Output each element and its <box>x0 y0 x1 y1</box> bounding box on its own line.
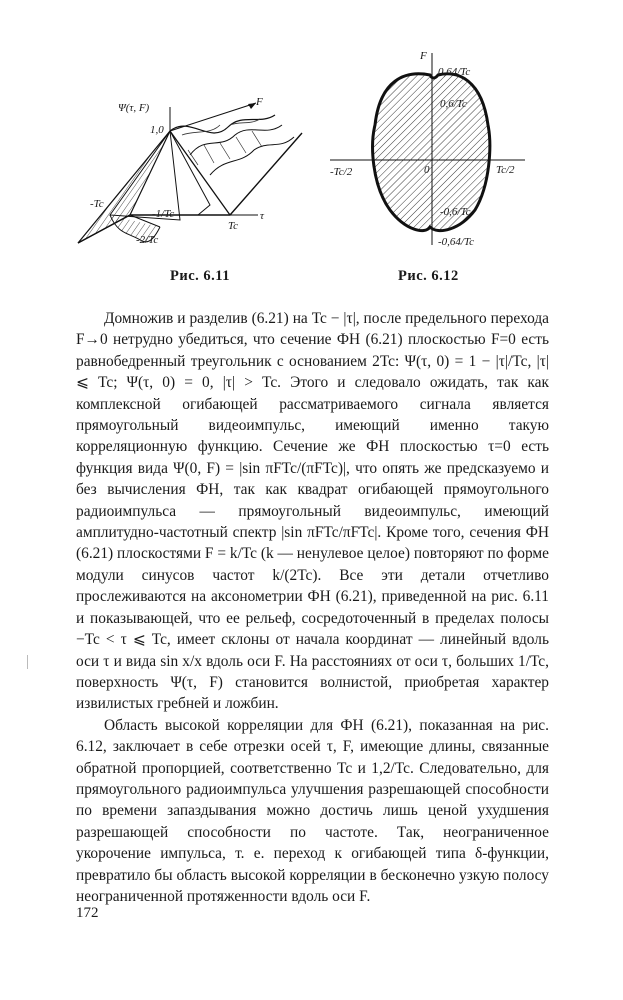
tc-label: Tc <box>228 220 238 232</box>
f-axis-label-612: F <box>420 50 427 62</box>
inner-top-label: 0,6/Tc <box>440 98 467 110</box>
margin-mark <box>27 655 28 669</box>
origin-label: 0 <box>424 164 430 176</box>
body-text <box>76 308 549 907</box>
bottom-limit-label: -0,64/Tc <box>438 236 474 248</box>
region-outline <box>373 74 490 231</box>
high-correlation-region-plot <box>320 45 560 255</box>
neg-2-tc-label: -2/Tc <box>136 234 159 246</box>
f-axis-label: F <box>256 96 263 108</box>
peak-value-label: 1,0 <box>150 124 164 136</box>
neg-tc-label: -Tc <box>90 198 104 210</box>
figure-6-11-caption: Рис. 6.11 <box>170 268 230 284</box>
ambiguity-function-3d-plot <box>70 95 310 265</box>
psi-axis-label: Ψ(τ, F) <box>118 102 150 114</box>
paragraph-1: Домножив и разделив (6.21) на Tc − |τ|, после предельного перехода F→0 нетрудно убедиться, что сечение ФН (6.21) плоскостью F=0 есть равнобедренный треугольник с основанием 2Tc: Ψ(τ, 0) = 1 − |τ|/Tc, |τ| ⩽ Tc; Ψ(τ, 0) = 0, |τ| > Tc. Этого и следовало ожидать, так как комплексной огибающей рассматриваемого сигнала является прямоугольный видеоимпульс, имеющий именно такую корреляционную функцию. Сечение же ФН плоскостью τ=0 есть функция вида Ψ(0, F) = |sin πFTc/(πFTc)|, что опять же предсказуемо и без вычисления ФН, так как квадрат огибающей прямоугольного радиоимпульса — прямоугольный видеоимпульс, имеющий амплитудно-частотный спектр |sin πFTc/πFTc|. Кроме того, сечения ФН (6.21) плоскостями F = k/Tc (k — ненулевое целое) повторяют по форме модули синусов частот k/(2Tc). Все эти детали отчетливо прослеживаются на аксонометрии ФН (6.21), приведенной на рис. 6.11 и показывающей, что ее рельеф, сосредоточенный в пределах полосы −Tc < τ ⩽ Tc, имеет склоны от начала координат — линейный вдоль оси τ и вида sin x/x вдоль оси F. На расстояниях от оси τ, больших 1/Tc, поверхность Ψ(τ, F) становится волнистой, приобретая характер извилистых гребней и ложбин. <box>76 310 549 713</box>
inner-bottom-label: -0,6/Tc <box>440 206 471 218</box>
figure-6-12-caption: Рис. 6.12 <box>398 268 459 284</box>
left-limit-label: -Tc/2 <box>330 166 353 178</box>
right-limit-label: Tc/2 <box>496 164 515 176</box>
figure-6-11 <box>70 95 310 265</box>
neg-1-tc-label: -1/Tc <box>152 208 175 220</box>
figure-6-12 <box>320 45 560 255</box>
paragraph-2: Область высокой корреляции для ФН (6.21), показанная на рис. 6.12, заключает в себе отрезки осей τ, F, имеющие длины, связанные обратной пропорцией, соответственно Tc и 1,2/Tc. Следовательно, для прямоугольного радиоимпульса улучшения разрешающей способности по времени запаздывания можно достичь лишь ценой ухудшения разрешающей способности по частоте. Так, неограниченное укорочение импульса, т. е. переход к огибающей типа δ-функции, превратило бы область высокой корреляции в бесконечно узкую полосу неограниченной протяженности вдоль оси F. <box>76 716 549 905</box>
page-number: 172 <box>76 905 99 921</box>
top-limit-label: 0,64/Tc <box>438 66 471 78</box>
tau-axis-label: τ <box>260 210 264 222</box>
